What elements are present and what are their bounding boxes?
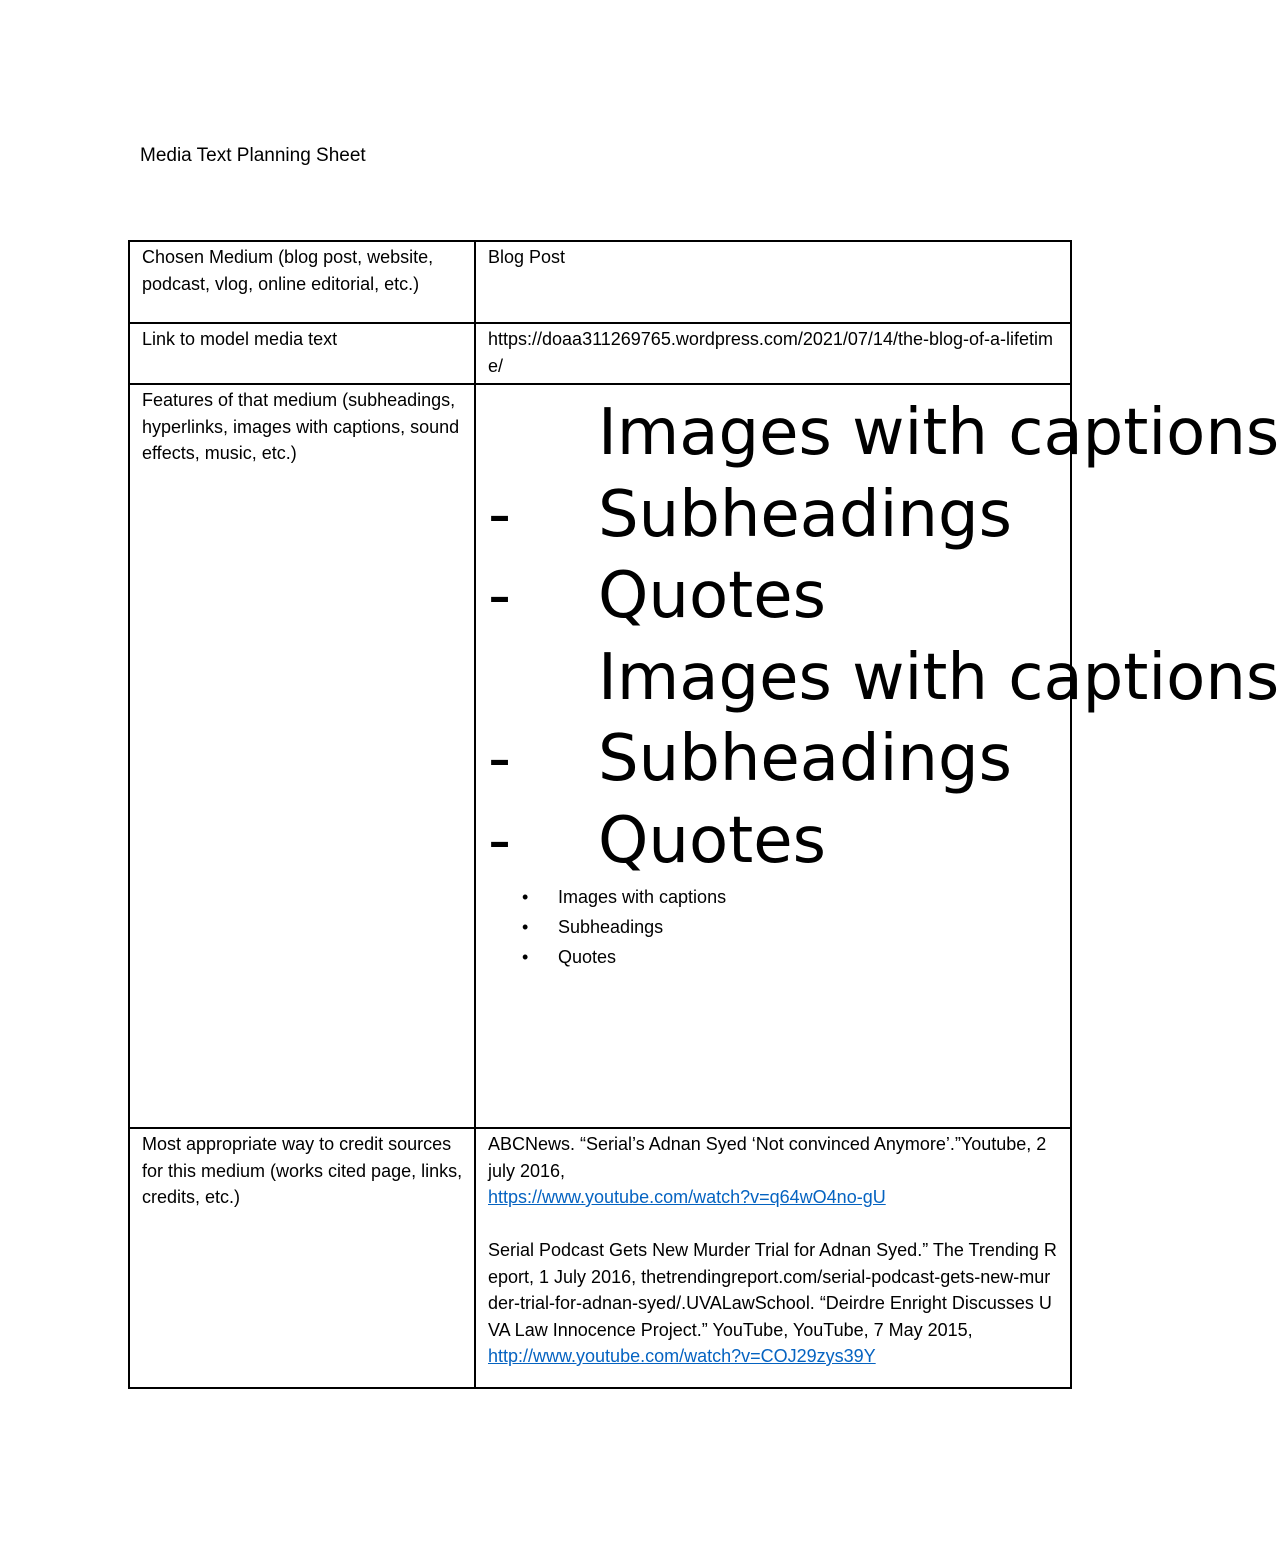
big-line xyxy=(488,556,1060,638)
list-item xyxy=(522,942,1060,972)
big-line-dash: - xyxy=(488,722,512,796)
bullet-icon: • xyxy=(522,917,529,937)
table-row-link xyxy=(129,323,1071,384)
big-line xyxy=(488,393,1279,475)
planning-table xyxy=(128,240,1279,1389)
credit-value xyxy=(475,1128,1071,1388)
citation-1: ABCNews. “Serial’s Adnan Syed ‘Not convinced Anymore’.”Youtube, 2 july 2016, xyxy=(488,1134,1047,1181)
medium-value: Blog Post xyxy=(475,241,1071,323)
list-item-text: Images with captions xyxy=(558,887,727,907)
list-item xyxy=(522,912,1060,942)
link-value xyxy=(475,323,1071,384)
bullet-icon: • xyxy=(522,887,529,907)
big-line-text: Quotes xyxy=(598,803,826,878)
citation-2-link[interactable]: http://www.youtube.com/watch?v=COJ29zys39Y xyxy=(488,1346,876,1366)
big-line xyxy=(488,801,1060,883)
big-line-dash: - xyxy=(488,803,512,878)
big-line-dash: - xyxy=(488,477,512,552)
big-line-text: Images with captions xyxy=(598,640,1279,715)
big-line-dash: - xyxy=(488,559,512,633)
features-value xyxy=(475,384,1279,1128)
table-row-features xyxy=(129,384,1071,1128)
list-item xyxy=(522,882,1060,912)
table-row-medium xyxy=(129,241,1071,323)
bullet-icon: • xyxy=(522,947,529,967)
features-large-text xyxy=(488,393,1279,882)
model-link-text: https://doaa311269765.wordpress.com/2021/07/14/the-blog-of-a-lifetime/ xyxy=(488,329,1054,376)
citation-spacer xyxy=(488,1211,1060,1238)
big-line-text: Subheadings xyxy=(598,477,1012,552)
big-line xyxy=(488,475,1060,557)
big-line-text: Subheadings xyxy=(598,722,1012,796)
big-line-text: Quotes xyxy=(598,559,826,633)
list-item-text: Subheadings xyxy=(558,917,664,937)
medium-label: Chosen Medium (blog post, website, podcast, vlog, online editorial, etc.) xyxy=(129,241,475,323)
page-title: Media Text Planning Sheet xyxy=(140,145,366,166)
credit-label: Most appropriate way to credit sources for this medium (works cited page, links, credits, etc.) xyxy=(129,1128,475,1388)
list-item-text: Quotes xyxy=(558,947,617,967)
big-line-text: Images with captions xyxy=(598,396,1279,470)
citation-2: Serial Podcast Gets New Murder Trial for Adnan Syed.” The Trending Report, 1 July 2016, thetrendingreport.com/serial-podcast-gets-new-murder-trial-for-adnan-syed/.UVALawSchool. “Deirdre Enright Discusses UVA Law Innocence Project.” YouTube, YouTube, 7 May 2015, xyxy=(488,1240,1057,1340)
big-line xyxy=(488,719,1060,801)
features-label: Features of that medium (subheadings, hyperlinks, images with captions, sound effects, music, etc.) xyxy=(129,384,475,1128)
citation-1-link[interactable]: https://www.youtube.com/watch?v=q64wO4no-gU xyxy=(488,1187,886,1207)
table-row-credit xyxy=(129,1128,1071,1388)
big-line xyxy=(488,638,1279,720)
features-bullet-list xyxy=(488,882,1060,972)
link-label: Link to model media text xyxy=(129,323,475,384)
